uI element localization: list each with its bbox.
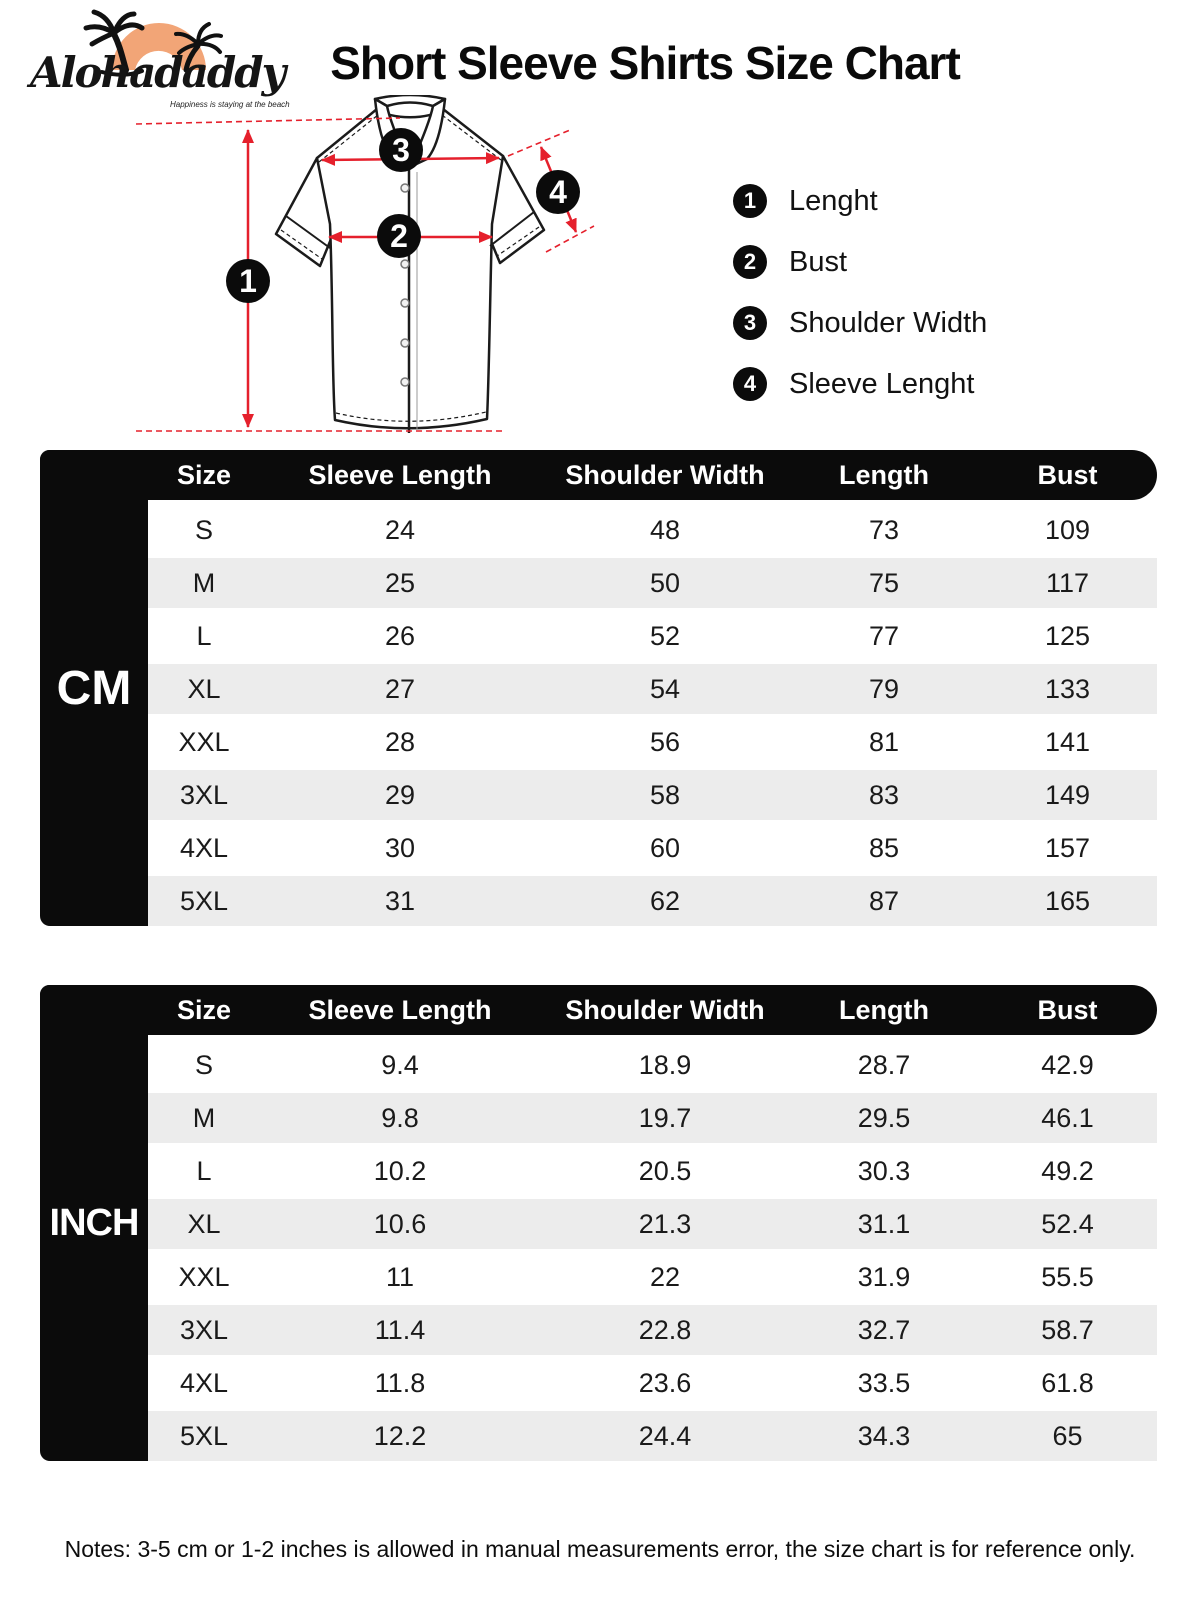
table-row (148, 664, 1157, 714)
table-row (148, 770, 1157, 820)
header-bust: Bust (1037, 994, 1098, 1025)
size-cell: 5XL (179, 1420, 229, 1451)
size-table-cm (40, 450, 1157, 926)
value-cell: 157 (1044, 832, 1091, 863)
value-cell: 56 (649, 726, 681, 757)
value-cell: 31.1 (857, 1208, 911, 1239)
badge-1: 1 (239, 263, 257, 299)
legend-item-sleeve-length (733, 366, 987, 402)
value-cell: 52 (649, 620, 681, 651)
value-cell: 46.1 (1041, 1102, 1094, 1133)
table-body-inch (148, 1040, 1157, 1461)
value-cell: 73 (868, 514, 900, 545)
size-cell: M (192, 567, 216, 598)
table-row (148, 1411, 1157, 1461)
value-cell: 33.5 (857, 1367, 911, 1398)
value-cell: 9.8 (381, 1102, 419, 1133)
size-cell: L (196, 1155, 212, 1186)
table-row (148, 505, 1157, 555)
value-cell: 25 (384, 567, 416, 598)
value-cell: 85 (868, 832, 900, 863)
unit-column-cm (40, 450, 148, 926)
value-cell: 165 (1044, 885, 1091, 916)
value-cell: 50 (649, 567, 681, 598)
value-cell: 149 (1044, 779, 1091, 810)
measurement-legend (733, 183, 987, 427)
value-cell: 34.3 (857, 1420, 911, 1451)
value-cell: 79 (868, 673, 900, 704)
value-cell: 28 (384, 726, 416, 757)
size-cell: XL (187, 1208, 221, 1239)
value-cell: 58.7 (1041, 1314, 1094, 1345)
value-cell: 65 (1052, 1420, 1083, 1451)
table-row (148, 558, 1157, 608)
table-row (148, 611, 1157, 661)
header-bust: Bust (1037, 459, 1098, 490)
value-cell: 22 (649, 1261, 681, 1292)
badge-3: 3 (392, 132, 410, 168)
legend-item-length (733, 183, 987, 219)
size-cell: L (196, 620, 212, 651)
value-cell: 30.3 (857, 1155, 911, 1186)
table-row (148, 1040, 1157, 1090)
table-row (148, 1358, 1157, 1408)
value-cell: 22.8 (638, 1314, 692, 1345)
table-body-cm (148, 505, 1157, 926)
badge-2: 2 (390, 218, 408, 254)
size-cell: 4XL (179, 832, 229, 863)
size-cell: 5XL (179, 885, 229, 916)
header-sleeve-length: Sleeve Length (308, 994, 492, 1025)
value-cell: 18.9 (638, 1049, 692, 1080)
size-cell: XXL (178, 1261, 230, 1292)
header-size: Size (176, 459, 232, 490)
value-cell: 10.6 (373, 1208, 427, 1239)
shirt-measurement-diagram (130, 95, 600, 445)
table-row (148, 1305, 1157, 1355)
value-cell: 20.5 (638, 1155, 692, 1186)
legend-label-bust: Bust (789, 245, 848, 278)
table-row (148, 1252, 1157, 1302)
value-cell: 31 (384, 885, 416, 916)
table-header-cm (40, 450, 1157, 500)
legend-item-shoulder-width (733, 305, 987, 341)
value-cell: 133 (1044, 673, 1091, 704)
value-cell: 54 (649, 673, 681, 704)
header-shoulder-width: Shoulder Width (565, 994, 765, 1025)
value-cell: 81 (868, 726, 900, 757)
value-cell: 75 (868, 567, 900, 598)
value-cell: 55.5 (1041, 1261, 1094, 1292)
size-cell: 4XL (179, 1367, 229, 1398)
value-cell: 10.2 (373, 1155, 427, 1186)
legend-number-1-icon: 1 (733, 184, 767, 218)
unit-label-inch: INCH (49, 1201, 139, 1244)
legend-label-shoulder-width: Shoulder Width (789, 306, 988, 339)
legend-number-4-icon: 4 (733, 367, 767, 401)
value-cell: 29 (384, 779, 416, 810)
table-row (148, 876, 1157, 926)
size-cell: S (194, 1049, 213, 1080)
footnote: Notes: 3-5 cm or 1-2 inches is allowed in manual measurements error, the size chart is for reference only. (64, 1536, 1136, 1562)
header-length: Length (839, 994, 929, 1025)
value-cell: 24 (384, 514, 416, 545)
header-shoulder-width: Shoulder Width (565, 459, 765, 490)
value-cell: 11 (385, 1261, 415, 1292)
value-cell: 9.4 (381, 1049, 419, 1080)
value-cell: 141 (1044, 726, 1091, 757)
legend-label-sleeve-length: Sleeve Lenght (789, 367, 975, 400)
table-row (148, 1146, 1157, 1196)
size-cell: S (194, 514, 213, 545)
unit-label-cm: CM (56, 661, 132, 715)
value-cell: 27 (384, 673, 416, 704)
brand-name: Alohadaddy (30, 48, 285, 97)
value-cell: 117 (1045, 567, 1090, 598)
value-cell: 109 (1044, 514, 1091, 545)
legend-label-length: Lenght (789, 184, 878, 217)
value-cell: 11.4 (374, 1314, 426, 1345)
value-cell: 23.6 (638, 1367, 692, 1398)
brand-tagline: Happiness is staying at the beach (170, 100, 290, 109)
value-cell: 58 (649, 779, 681, 810)
header-length: Length (839, 459, 929, 490)
size-cell: XXL (178, 726, 230, 757)
table-header-inch (40, 985, 1157, 1035)
value-cell: 42.9 (1041, 1049, 1094, 1080)
unit-column-inch (40, 985, 148, 1461)
legend-item-bust (733, 244, 987, 280)
value-cell: 26 (384, 620, 416, 651)
table-row (148, 823, 1157, 873)
value-cell: 24.4 (638, 1420, 692, 1451)
badge-4: 4 (549, 174, 567, 210)
size-cell: XL (187, 673, 221, 704)
size-cell: M (192, 1102, 216, 1133)
value-cell: 29.5 (857, 1102, 911, 1133)
value-cell: 21.3 (638, 1208, 692, 1239)
value-cell: 32.7 (857, 1314, 911, 1345)
value-cell: 83 (868, 779, 900, 810)
value-cell: 31.9 (857, 1261, 911, 1292)
value-cell: 19.7 (638, 1102, 692, 1133)
value-cell: 48 (649, 514, 681, 545)
value-cell: 11.8 (374, 1367, 426, 1398)
table-row (148, 1093, 1157, 1143)
legend-number-2-icon: 2 (733, 245, 767, 279)
size-cell: 3XL (179, 1314, 229, 1345)
size-table-inch (40, 985, 1157, 1461)
value-cell: 61.8 (1041, 1367, 1094, 1398)
value-cell: 49.2 (1041, 1155, 1094, 1186)
value-cell: 125 (1044, 620, 1091, 651)
value-cell: 12.2 (373, 1420, 427, 1451)
value-cell: 77 (868, 620, 900, 651)
value-cell: 28.7 (857, 1049, 911, 1080)
value-cell: 60 (649, 832, 681, 863)
header-sleeve-length: Sleeve Length (308, 459, 492, 490)
value-cell: 52.4 (1041, 1208, 1094, 1239)
page-title: Short Sleeve Shirts Size Chart (330, 37, 960, 89)
size-cell: 3XL (179, 779, 229, 810)
value-cell: 87 (868, 885, 900, 916)
value-cell: 62 (649, 885, 681, 916)
value-cell: 30 (384, 832, 416, 863)
table-row (148, 1199, 1157, 1249)
header-size: Size (176, 994, 232, 1025)
legend-number-3-icon: 3 (733, 306, 767, 340)
table-row (148, 717, 1157, 767)
